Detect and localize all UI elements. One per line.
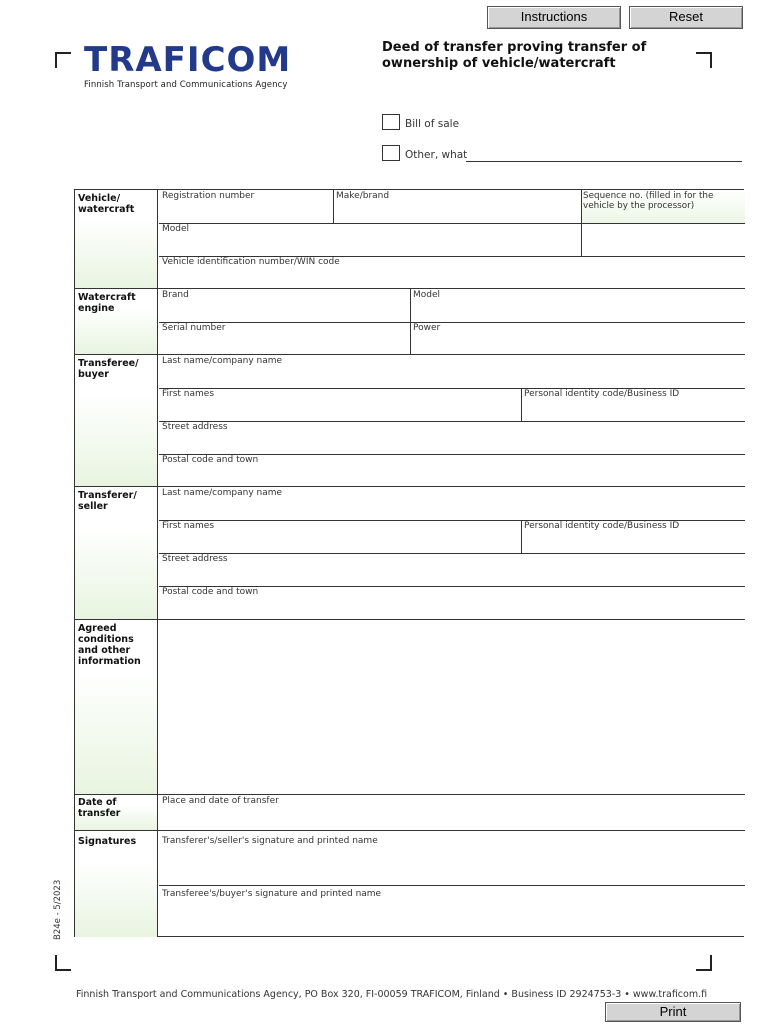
vehicle-section-label: Vehicle/ watercraft bbox=[75, 190, 158, 288]
sequence-number-field bbox=[581, 190, 745, 223]
seller-id-code-label: Personal identity code/Business ID bbox=[524, 521, 680, 531]
transferee-section-label: Transferee/ buyer bbox=[75, 355, 158, 486]
corner-mark-top-left bbox=[55, 52, 71, 68]
buyer-id-code-field[interactable] bbox=[521, 388, 745, 421]
engine-brand-label: Brand bbox=[162, 290, 189, 300]
signatures-section-label: Signatures bbox=[75, 831, 158, 937]
document-title: Deed of transfer proving transfer of ownership of vehicle/watercraft bbox=[382, 40, 647, 71]
transferer-section-label: Transferer/ seller bbox=[75, 487, 158, 619]
agreed-section-label: Agreed conditions and other information bbox=[75, 620, 158, 794]
signatures-section bbox=[75, 831, 745, 937]
buyer-id-code-label: Personal identity code/Business ID bbox=[524, 389, 680, 399]
agreed-conditions-field[interactable] bbox=[159, 620, 745, 795]
buyer-first-names-label: First names bbox=[162, 389, 215, 399]
serial-number-label: Serial number bbox=[162, 323, 226, 333]
power-field[interactable] bbox=[410, 322, 745, 355]
bill-of-sale-option bbox=[382, 114, 459, 130]
seller-last-name-field[interactable] bbox=[159, 487, 745, 520]
transferer-section bbox=[75, 487, 745, 620]
instructions-button[interactable]: Instructions bbox=[487, 6, 621, 29]
logo-name: TRAFICOM bbox=[84, 40, 292, 80]
other-label: Other, what bbox=[405, 149, 468, 161]
seller-first-names-field[interactable] bbox=[159, 520, 521, 553]
transfer-form bbox=[74, 189, 744, 937]
buyer-postal-label: Postal code and town bbox=[162, 455, 259, 465]
engine-section bbox=[75, 289, 745, 355]
engine-section-label: Watercraft engine bbox=[75, 289, 158, 354]
other-what-field[interactable] bbox=[466, 161, 742, 162]
serial-number-field[interactable] bbox=[159, 322, 410, 355]
seller-postal-label: Postal code and town bbox=[162, 587, 259, 597]
make-brand-field[interactable] bbox=[333, 190, 581, 223]
form-code bbox=[53, 878, 67, 938]
sequence-number-value bbox=[581, 223, 745, 256]
vin-field[interactable] bbox=[159, 256, 745, 289]
agreed-section bbox=[75, 620, 745, 795]
other-option bbox=[382, 145, 467, 161]
buyer-last-name-label: Last name/company name bbox=[162, 356, 283, 366]
buyer-postal-field[interactable] bbox=[159, 454, 745, 487]
seller-last-name-label: Last name/company name bbox=[162, 488, 283, 498]
buyer-first-names-field[interactable] bbox=[159, 388, 521, 421]
place-date-field[interactable] bbox=[159, 795, 745, 831]
buyer-street-label: Street address bbox=[162, 422, 228, 432]
buyer-last-name-field[interactable] bbox=[159, 355, 745, 388]
footer-text: Finnish Transport and Communications Agency, PO Box 320, FI-00059 TRAFICOM, Finland • Business ID 2924753-3 • www.traficom.fi bbox=[76, 989, 708, 1000]
other-checkbox[interactable] bbox=[382, 145, 400, 161]
seller-signature-label: Transferer's/seller's signature and printed name bbox=[162, 836, 378, 846]
buyer-street-field[interactable] bbox=[159, 421, 745, 454]
buyer-signature-label: Transferee's/buyer's signature and printed name bbox=[162, 889, 382, 899]
buyer-signature-field[interactable] bbox=[159, 885, 745, 937]
date-section-label: Date of transfer bbox=[75, 795, 158, 830]
power-label: Power bbox=[413, 323, 441, 333]
model-label: Model bbox=[162, 224, 190, 234]
seller-signature-field[interactable] bbox=[159, 831, 745, 885]
engine-brand-field[interactable] bbox=[159, 289, 410, 322]
bill-of-sale-label: Bill of sale bbox=[405, 118, 460, 130]
registration-number-label: Registration number bbox=[162, 191, 255, 201]
print-button[interactable]: Print bbox=[605, 1002, 741, 1022]
seller-street-field[interactable] bbox=[159, 553, 745, 586]
engine-model-label: Model bbox=[413, 290, 441, 300]
model-field[interactable] bbox=[159, 223, 581, 256]
sequence-number-label: Sequence no. (filled in for the vehicle by the processor) bbox=[583, 191, 714, 211]
engine-model-field[interactable] bbox=[410, 289, 745, 322]
vin-label: Vehicle identification number/WIN code bbox=[162, 257, 340, 267]
date-section bbox=[75, 795, 745, 831]
form-code-text: B24e - 5/2023 bbox=[53, 879, 63, 940]
registration-number-field[interactable] bbox=[159, 190, 333, 223]
reset-button[interactable]: Reset bbox=[629, 6, 743, 29]
corner-mark-bottom-left bbox=[55, 955, 71, 971]
corner-mark-bottom-right bbox=[696, 955, 712, 971]
seller-id-code-field[interactable] bbox=[521, 520, 745, 553]
traficom-logo bbox=[84, 42, 304, 92]
seller-first-names-label: First names bbox=[162, 521, 215, 531]
bill-of-sale-checkbox[interactable] bbox=[382, 114, 400, 130]
seller-street-label: Street address bbox=[162, 554, 228, 564]
logo-subtitle: Finnish Transport and Communications Agency bbox=[84, 80, 288, 90]
divider bbox=[333, 190, 334, 223]
corner-mark-top-right bbox=[696, 52, 712, 68]
vehicle-section bbox=[75, 190, 745, 289]
seller-postal-field[interactable] bbox=[159, 586, 745, 620]
make-brand-label: Make/brand bbox=[336, 191, 390, 201]
place-date-label: Place and date of transfer bbox=[162, 796, 279, 806]
transferee-section bbox=[75, 355, 745, 487]
